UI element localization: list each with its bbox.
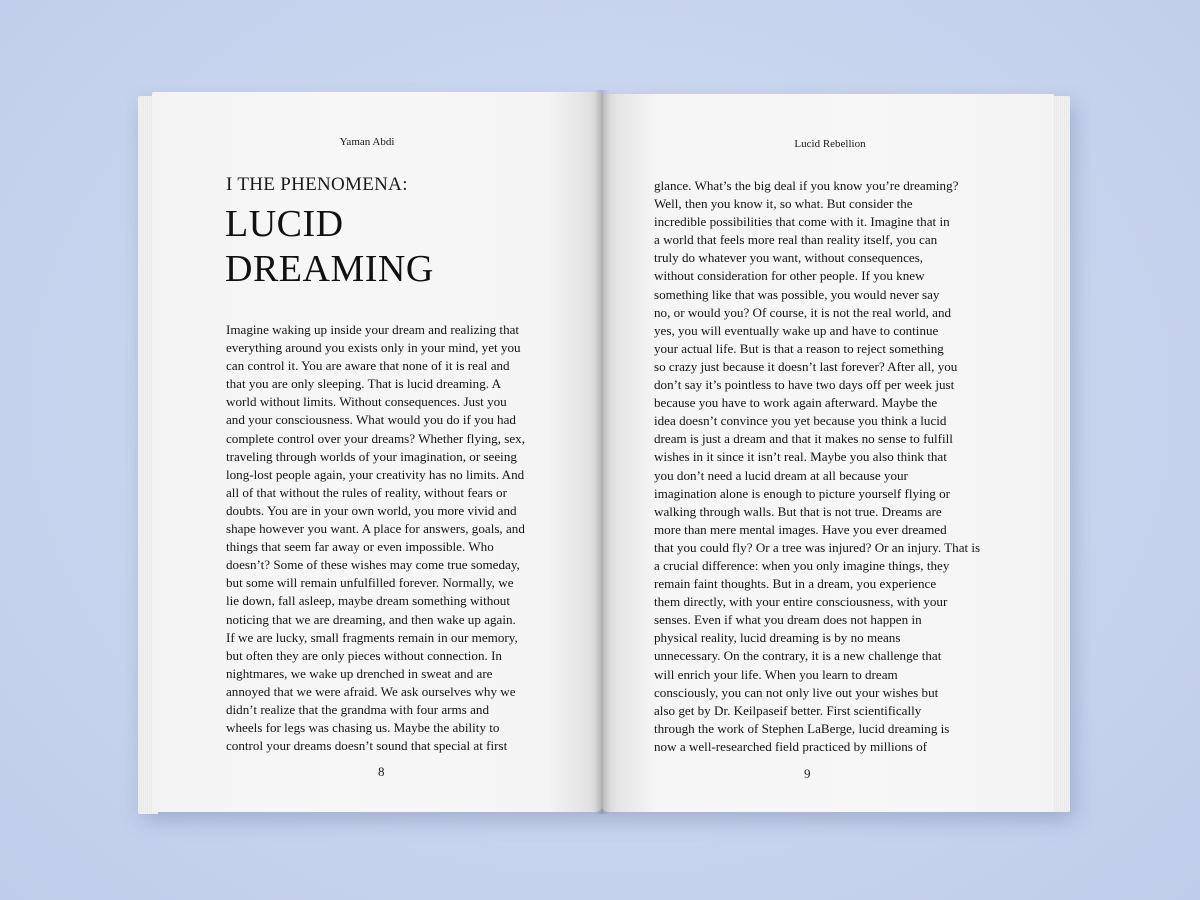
body-text-line: no, or would you? Of course, it is not the real world, and xyxy=(654,304,952,320)
body-text-line: traveling through worlds of your imagination, or seeing xyxy=(226,448,517,464)
body-text-line: physical reality, lucid dreaming is by no means xyxy=(654,630,901,646)
body-text-line: through the work of Stephen LaBerge, lucid dreaming is xyxy=(654,720,950,736)
body-text-line: complete control over your dreams? Whether flying, sex, xyxy=(226,430,525,446)
body-text-line: annoyed that we were afraid. We ask ourselves why we xyxy=(226,683,516,699)
body-text-line: but often they are only pieces without connection. In xyxy=(226,647,502,663)
body-text-line: them directly, with your entire consciousness, with your xyxy=(654,594,948,610)
body-text-line: can control it. You are aware that none of it is real and xyxy=(226,358,510,374)
body-text-line: If we are lucky, small fragments remain in our memory, xyxy=(226,629,518,645)
body-text-line: dream is just a dream and that it makes no sense to fulfill xyxy=(654,431,953,447)
body-text-line: truly do whatever you want, without consequences, xyxy=(654,250,924,266)
running-head-author: Yaman Abdi xyxy=(339,136,395,148)
body-text-line: all of that without the rules of reality, without fears or xyxy=(226,484,507,500)
page-number-left: 8 xyxy=(378,764,385,779)
body-text-line: everything around you exists only in your mind, yet you xyxy=(226,340,521,356)
body-text-line: a crucial difference: when you only imagine things, they xyxy=(654,557,950,573)
body-text-line: shape however you want. A place for answers, goals, and xyxy=(226,521,525,537)
body-text-line: control your dreams doesn’t sound that special at first xyxy=(226,738,508,754)
body-text-line: something like that was possible, you would never say xyxy=(654,286,940,302)
body-text-line: Imagine waking up inside your dream and realizing that xyxy=(226,322,520,337)
body-text-line: that you are only sleeping. That is lucid dreaming. A xyxy=(226,376,502,392)
body-text-line: things that seem far away or even impossible. Who xyxy=(226,539,494,555)
body-text-line: now a well-researched field practiced by millions of xyxy=(654,738,928,754)
body-text-line: wheels for legs was chasing us. Maybe the ability to xyxy=(226,720,500,736)
body-text-line: idea doesn’t convince you yet because you think a lucid xyxy=(654,413,947,429)
body-text-line: that you could fly? Or a tree was injured? Or an injury. That is xyxy=(654,539,981,555)
body-text-line: incredible possibilities that come with it. Imagine that in xyxy=(654,214,950,230)
body-text-line: because you have to work again afterward. Maybe the xyxy=(654,395,938,411)
page-stack-edge-right xyxy=(1052,96,1070,812)
body-text-line: doubts. You are in your own world, you more vivid and xyxy=(226,502,517,518)
chapter-title-line: DREAMING xyxy=(225,248,434,290)
body-text-line: world without limits. Without consequences. Just you xyxy=(226,394,507,410)
body-text-line: unnecessary. On the contrary, it is a new challenge that xyxy=(654,648,942,664)
body-text-line: didn’t realize that the grandma with four arms and xyxy=(226,701,490,717)
body-text-line: noticing that we are dreaming, and then wake up again. xyxy=(226,611,516,627)
body-text-line: also get by Dr. Keilpaseif better. First scientifically xyxy=(654,702,922,718)
body-text-line: nightmares, we wake up drenched in sweat and are xyxy=(226,665,493,681)
right-page xyxy=(602,94,1054,812)
left-page xyxy=(152,92,602,812)
chapter-title-line: LUCID xyxy=(225,203,344,245)
body-text-line: your actual life. But is that a reason to reject something xyxy=(654,340,944,356)
body-text-line: senses. Even if what you dream does not happen in xyxy=(654,612,922,628)
body-text-line: yes, you will eventually wake up and have to continue xyxy=(654,322,939,338)
body-text-line: more than mere mental images. Have you ever dreamed xyxy=(654,521,947,537)
body-text-line: and your consciousness. What would you do if you had xyxy=(226,412,516,428)
chapter-label: I THE PHENOMENA: xyxy=(226,174,408,195)
body-text-line: but some will remain unfulfilled forever. Normally, we xyxy=(226,575,514,591)
body-text-line: lie down, fall asleep, maybe dream something without xyxy=(226,593,510,609)
page-number-right: 9 xyxy=(804,766,811,781)
body-text-line: so crazy just because it doesn’t last forever? After all, you xyxy=(654,358,958,374)
body-text-line: glance. What’s the big deal if you know you’re dreaming? xyxy=(654,178,959,193)
body-text-line: doesn’t? Some of these wishes may come true someday, xyxy=(226,557,520,573)
left-body-text xyxy=(226,321,566,755)
body-text-line: long-lost people again, your creativity has no limits. And xyxy=(226,466,525,482)
body-text-line: wishes in it since it isn’t real. Maybe you also think that xyxy=(654,449,947,465)
open-book xyxy=(138,90,1070,816)
chapter-title xyxy=(225,202,434,292)
body-text-line: remain faint thoughts. But in a dream, you experience xyxy=(654,576,937,592)
right-body-text xyxy=(654,177,994,756)
body-text-line: you don’t need a lucid dream at all because your xyxy=(654,467,908,483)
body-text-line: a world that feels more real than reality itself, you can xyxy=(654,232,938,248)
body-text-line: will enrich your life. When you learn to dream xyxy=(654,666,898,682)
body-text-line: without consideration for other people. If you knew xyxy=(654,268,925,284)
body-text-line: don’t say it’s pointless to have two days off per week just xyxy=(654,377,955,393)
running-head-title: Lucid Rebellion xyxy=(794,138,866,150)
body-text-line: imagination alone is enough to picture yourself flying or xyxy=(654,485,950,501)
body-text-line: consciously, you can not only live out your wishes but xyxy=(654,684,939,700)
body-text-line: walking through walls. But that is not true. Dreams are xyxy=(654,503,942,519)
body-text-line: Well, then you know it, so what. But consider the xyxy=(654,196,913,212)
